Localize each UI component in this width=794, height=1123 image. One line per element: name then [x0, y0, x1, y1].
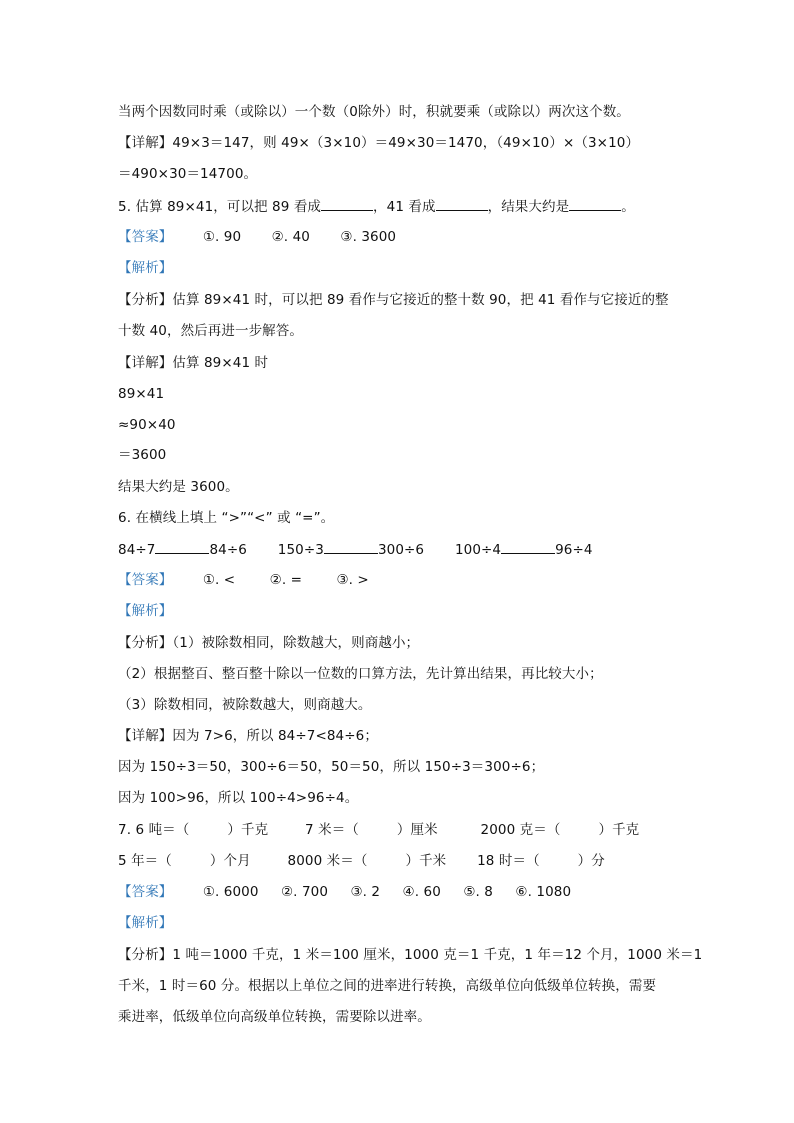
answer-blank[interactable] [321, 197, 373, 211]
unit-post: ）个月 [209, 853, 251, 869]
q5-fenxi-line1 [118, 291, 669, 309]
unit-pre: 8000 米＝（ [287, 853, 368, 869]
answer-item: ⑤. 8 [463, 884, 493, 900]
answer-blank[interactable] [324, 540, 378, 554]
question-text-d: 。 [621, 199, 635, 215]
unit-post: ）千克 [227, 822, 269, 838]
compare-right: 84÷6 [209, 542, 247, 558]
detail-text: 因为 7>6，所以 84÷7<84÷6； [172, 728, 378, 744]
answer-item: ③. > [336, 572, 369, 588]
calc-step: ≈90×40 [118, 417, 176, 433]
q4-detail-line1 [118, 134, 639, 152]
q6-fenxi-line1 [118, 634, 419, 652]
q7-fenxi-line3: 乘进率，低级单位向高级单位转换，需要除以进率。 [118, 1009, 431, 1025]
answer-item: ②. = [269, 572, 303, 588]
unit-pre: 5 年＝（ [118, 853, 172, 869]
q6-items-row [118, 540, 593, 559]
question-text-c: ，结果大约是 [487, 199, 570, 215]
unit-post: ）厘米 [396, 822, 438, 838]
answer-item: ②. 700 [280, 884, 329, 900]
fenxi-text: 估算 89×41 时，可以把 89 看作与它接近的整十数 90，把 41 看作与它接近的整 [172, 292, 669, 308]
compare-left: 150÷3 [277, 542, 324, 558]
q7-fenxi-line1 [118, 946, 702, 964]
compare-left: 84÷7 [118, 542, 156, 558]
analysis-label: 【解析】 [118, 260, 173, 276]
unit-pre: 18 时＝（ [477, 853, 540, 869]
q7-row2 [118, 852, 605, 870]
q5-conclusion: 结果大约是 3600。 [118, 479, 239, 495]
answer-blank[interactable] [155, 540, 209, 554]
q6-detail-line2: 因为 150÷3＝50，300÷6＝50，50＝50，所以 150÷3＝300÷6； [118, 759, 545, 775]
unit-pre: 2000 克＝（ [480, 822, 561, 838]
answer-item: ⑥. 1080 [515, 884, 572, 900]
question-number: 6. [118, 510, 132, 526]
question-text-a: 估算 89×41，可以把 89 看成 [135, 199, 322, 215]
fenxi-text: 1 吨＝1000 千克，1 米＝100 厘米，1000 克＝1 千克，1 年＝12 个月，1000 米＝1 [172, 947, 703, 963]
answer-item: ②. 40 [271, 229, 310, 245]
fenxi-tag: 【分析】 [118, 292, 173, 308]
answer-item: ④. 60 [402, 884, 441, 900]
unit-pre: 6 吨＝（ [135, 822, 190, 838]
q5-detail-line1 [118, 354, 268, 372]
answer-label: 【答案】 [118, 229, 173, 245]
calc-step: ＝3600 [118, 447, 167, 463]
answer-item: ①. 6000 [202, 884, 259, 900]
compare-left: 100÷4 [454, 542, 502, 558]
q5-question [118, 197, 635, 216]
unit-post: ）分 [577, 853, 605, 869]
compare-right: 300÷6 [377, 542, 425, 558]
answer-item: ①. < [202, 572, 236, 588]
compare-right: 96÷4 [555, 542, 593, 558]
detail-tag: 【详解】 [118, 355, 173, 371]
unit-post: ）千克 [598, 822, 640, 838]
q4-detail-line2: ＝490×30＝14700。 [118, 166, 258, 182]
detail-text: 49×3＝147，则 49×（3×10）＝49×30＝1470，（49×10）×（3×10） [172, 135, 640, 151]
answer-item: ③. 3600 [340, 229, 397, 245]
question-number: 5. [118, 199, 132, 215]
question-text: 在横线上填上 “>”“<” 或 “=”。 [135, 510, 335, 526]
q5-fenxi-line2: 十数 40，然后再进一步解答。 [118, 323, 303, 339]
answer-item: ①. 90 [202, 229, 242, 245]
answer-blank[interactable] [569, 197, 621, 211]
q6-detail-line1 [118, 727, 378, 745]
analysis-label: 【解析】 [118, 603, 173, 619]
answer-blank[interactable] [501, 540, 555, 554]
q5-answer-row [118, 228, 396, 246]
answer-label: 【答案】 [118, 572, 173, 588]
q6-question [118, 509, 334, 527]
q6-detail-line3: 因为 100>96，所以 100÷4>96÷4。 [118, 790, 359, 806]
fenxi-tag: 【分析】 [118, 947, 173, 963]
q6-answer-row [118, 571, 369, 589]
calc-step: 89×41 [118, 386, 165, 402]
question-number: 7. [118, 822, 132, 838]
fenxi-text: （1）被除数相同，除数越大，则商越小； [172, 635, 420, 651]
answer-blank[interactable] [436, 197, 488, 211]
answer-label: 【答案】 [118, 884, 173, 900]
q6-fenxi-line2: （2）根据整百、整百整十除以一位数的口算方法，先计算出结果，再比较大小； [118, 666, 603, 682]
detail-text: 估算 89×41 时 [172, 355, 269, 371]
q7-fenxi-line2: 千米，1 时＝60 分。根据以上单位之间的进率进行转换，高级单位向低级单位转换，需要 [118, 978, 657, 994]
q6-fenxi-line3: （3）除数相同，被除数越大，则商越大。 [118, 697, 372, 713]
analysis-label: 【解析】 [118, 915, 173, 931]
unit-pre: 7 米＝（ [305, 822, 359, 838]
detail-tag: 【详解】 [118, 728, 173, 744]
answer-item: ③. 2 [350, 884, 381, 900]
rule-text: 当两个因数同时乘（或除以）一个数（0除外）时，积就要乘（或除以）两次这个数。 [118, 104, 630, 120]
fenxi-tag: 【分析】 [118, 635, 173, 651]
q7-row1 [118, 821, 639, 839]
detail-tag: 【详解】 [118, 135, 173, 151]
unit-post: ）千米 [405, 853, 447, 869]
q7-answer-row [118, 883, 571, 901]
question-text-b: ，41 看成 [373, 199, 436, 215]
